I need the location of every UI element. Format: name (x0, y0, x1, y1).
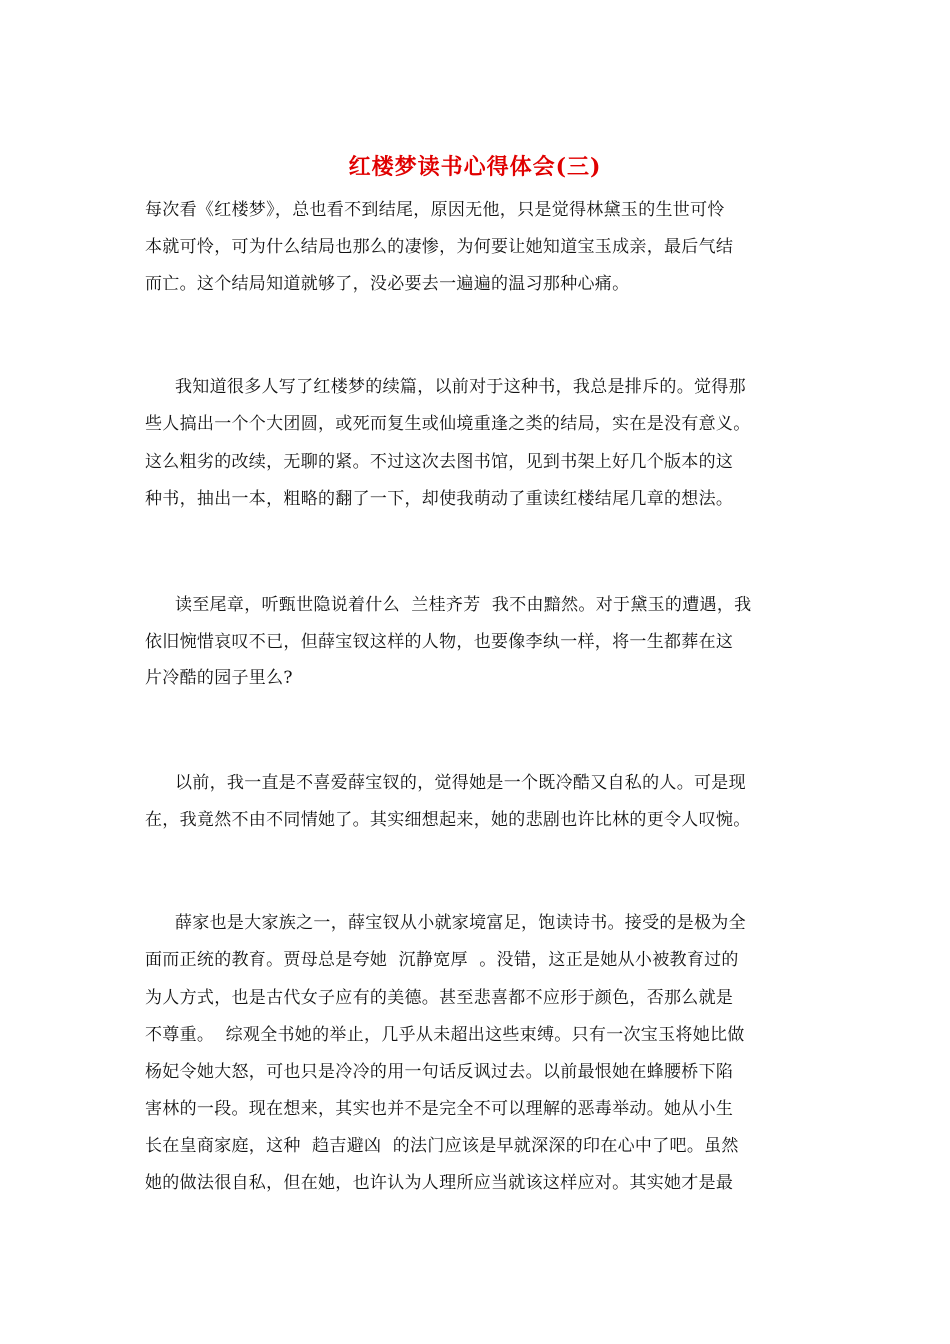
text-line: 些人搞出一个个大团圆，或死而复生或仙境重逢之类的结局，实在是没有意义。 (145, 414, 751, 434)
text-line: 在，我竟然不由不同情她了。其实细想起来，她的悲剧也许比林的更令人叹惋。 (145, 810, 751, 830)
text-line: 以前，我一直是不喜爱薛宝钗的，觉得她是一个既冷酷又自私的人。可是现 (175, 773, 746, 793)
text-line: 她的做法很自私，但在她，也许认为人理所应当就该这样应对。其实她才是最 (145, 1173, 734, 1193)
text-line: 读至尾章，听甄世隐说着什么 兰桂齐芳 我不由黯然。对于黛玉的遭遇，我 (175, 595, 752, 615)
text-line: 本就可怜，可为什么结局也那么的凄惨，为何要让她知道宝玉成亲，最后气结 (145, 237, 734, 257)
text-line: 面而正统的教育。贾母总是夸她 沉静宽厚 。没错，这正是她从小被教育过的 (145, 950, 739, 970)
text-line: 种书，抽出一本，粗略的翻了一下，却使我萌动了重读红楼结尾几章的想法。 (145, 489, 734, 509)
text-line: 为人方式，也是古代女子应有的美德。甚至悲喜都不应形于颜色，否那么就是 (145, 988, 734, 1008)
text-line: 这么粗劣的改续，无聊的紧。不过这次去图书馆，见到书架上好几个版本的这 (145, 452, 734, 472)
text-line: 害林的一段。现在想来，其实也并不是完全不可以理解的恶毒举动。她从小生 (145, 1099, 734, 1119)
document-title: 红楼梦读书心得体会(三) (348, 154, 602, 180)
text-line: 杨妃令她大怒，可也只是冷冷的用一句话反讽过去。以前最恨她在蜂腰桥下陷 (145, 1062, 734, 1082)
text-line: 每次看《红楼梦》，总也看不到结尾，原因无他，只是觉得林黛玉的生世可怜 (145, 200, 725, 220)
text-line: 依旧惋惜哀叹不已，但薛宝钗这样的人物，也要像李纨一样，将一生都葬在这 (145, 632, 734, 652)
text-line: 不尊重。 综观全书她的举止，几乎从未超出这些束缚。只有一次宝玉将她比做 (145, 1025, 745, 1045)
text-line: 长在皇商家庭，这种 趋吉避凶 的法门应该是早就深深的印在心中了吧。虽然 (145, 1136, 739, 1156)
text-line: 我知道很多人写了红楼梦的续篇，以前对于这种书，我总是排斥的。觉得那 (175, 377, 746, 397)
text-line: 薛家也是大家族之一，薛宝钗从小就家境富足，饱读诗书。接受的是极为全 (175, 913, 746, 933)
text-line: 而亡。这个结局知道就够了，没必要去一遍遍的温习那种心痛。 (145, 274, 630, 294)
text-line: 片冷酷的园子里么? (145, 668, 293, 688)
